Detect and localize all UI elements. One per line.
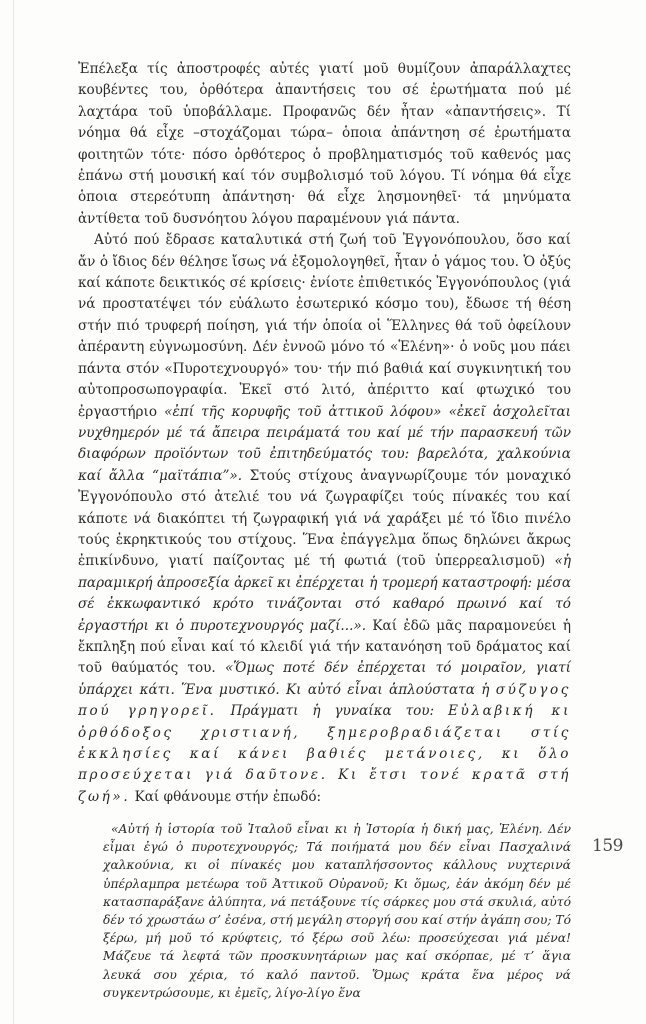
quote-attic-hill: «ἐπί τῆς κορυφῆς τοῦ ἀττικοῦ λόφου» «ἐκεῖ ἀσχολεῖται νυχθημερόν μέ τά ἄπειρα πειράματά του καί μέ τήν παρασκευή τῶν διαφόρων προϊόντων τοῦ ἐπιτηδεύματός του: βαρελότα, χαλκούνια καί ἄλλα “μαϊτάπια”». <box>78 403 571 484</box>
paragraph-2-text: Αὐτό πού ἔδρασε καταλυτικά στή ζωή τοῦ Ἐγγονόπουλου, ὅσο καί ἄν ὁ ἴδιος δέν θέλησε ἴσως νά ἐξομολογηθεῖ, ἦταν ὁ γάμος του. Ὁ ὀξύς καί κάποτε δεικτικός σέ κρίσεις· ἐνίοτε ἐπιθετικός Ἐγγονόπουλος (γιά νά προστατέψει τόν εὐάλωτο ἐσωτερικό κόσμο του), ἔδωσε τή θέση στήν πιό τρυφερή ποίηση, γιά τήν ὁποία οἱ Ἕλληνες θά τοῦ ὀφείλουν ἀπέραντη εὐγνωμοσύνη. Δέν ἐννοῶ μόνο τό «Ἑλένη»· ὁ νοῦς μου πάει πάντα στόν «Πυροτεχνουργό» του· τήν πιό βαθιά καί συγκινητική του αὐτοπροσωπογραφία. Ἐκεῖ στό λιτό, ἀπέριττο καί φτωχικό του ἐργαστήριο <box>78 232 571 420</box>
paragraph-2-text: Στούς στίχους ἀναγνωρίζουμε τόν μοναχικό Ἐγγονόπουλο στό ἀτελιέ του νά ζωγραφίζει τούς πίνακές του καί κάποτε νά διακόπτει τή ζωγραφική γιά νά χαράξει μέ τό ἴδιο πινέλο τούς ἐκρηκτικούς του στίχους. Ἕνα ἐπάγγελμα ὅπως δηλώνει ἄκρως ἐπικίνδυνο, γιατί παίζοντας μέ τή φωτιά (τοῦ ὑπερρεαλισμοῦ) <box>78 467 572 570</box>
page-number: 159 <box>592 836 623 856</box>
block-quote: «Αὐτή ἡ ἱστορία τοῦ Ἰταλοῦ εἶναι κι ἡ Ἱστορία ἡ δική μας, Ἑλένη. Δέν εἶμαι ἐγώ ὁ πυροτεχνουργός; Τά ποιήματά μου δέν εἶναι Πασχαλινά χαλκούνια, κι οἱ πίνακές μου καταπλήσσοντος κάλλους νυχτερινά ὑπέρλαμπρα μετέωρα τοῦ Ἀττικοῦ Οὐρανοῦ; Κι ὅμως, ἐάν ἀκόμη δέν μέ κατασπαράξανε ἀλύπητα, νά πετάξουνε τίς σάρκες μου στά σκυλιά, αὐτό δέν τό χρωστάω σ’ ἐσένα, στή μεγάλη στοργή σου καί στήν ἀγάπη σου; Τό ξέρω, μή μοῦ τό κρύφτεις, τό ξέρω σοῦ λέω: προσεύχεσαι γιά μένα! Μάζευε τά λεφτά τῶν προσκυνητάριων μας καί σκόρπαε, μέ τ’ ἅγια λευκά σου χέρια, τό καλό παντοῦ. Ὅμως κράτα ἕνα μέρος νά συγκεντρώσουμε, κι ἐμεῖς, λίγο-λίγο ἕνα <box>103 822 571 1000</box>
quote-spouse-spaced: σύζυγος πού γρηγορεῖ. <box>78 681 571 720</box>
quote-wife: Πράγματι ἡ γυναίκα του: <box>216 703 449 720</box>
quote-pious-spaced: Εὐλαβική κι ὀρθόδοξος χριστιανή, ξημεροβραδιάζεται στίς ἐκκλησίες καί κάνει βαθιές μετάνοιες, κι ὅλο προσεύχεται γιά δαῦτονε. Κι ἔτσι τονέ κρατᾶ στή ζωή». <box>78 703 571 805</box>
paragraph-2-text: Καί φθάνουμε στήν ἐπωδό: <box>130 788 322 805</box>
quote-explosion: «ἡ παραμικρή ἀπροσεξία ἀρκεῖ κι ἐπέρχεται ἡ τρομερή καταστροφή: μέσα σέ ἐκκωφαντικό κρότο τινάζονται στό καθαρό πρωινό καί τό ἐργαστήρι κι ὁ πυροτεχνουργός μαζί...». <box>78 553 571 634</box>
paragraph-2-text: Καί ἐδῶ μᾶς παραμονεύει ἡ ἔκπληξη πού εἶναι καί τό κλειδί γιά τήν κατανόηση τοῦ δράματος καί τοῦ θαύματός του. <box>78 617 571 677</box>
paragraph-2 <box>78 230 571 808</box>
quote-secret: «Ὅμως ποτέ δέν ἐπέρχεται τό μοιραῖον, γιατί ὑπάρχει κάτι. Ἕνα μυστικό. Κι αὐτό εἶναι ἁπλούστατα ἡ <box>78 660 571 698</box>
scan-gutter-line <box>13 0 14 1024</box>
paragraph-1: Ἐπέλεξα τίς ἀποστροφές αὐτές γιατί μοῦ θυμίζουν ἀπαράλλαχτες κουβέντες του, ὀρθότερα ἀπαντήσεις του σέ ἐρωτήματα πού μέ λαχτάρα τοῦ ὑποβάλλαμε. Προφανῶς δέν ἦταν «ἀπαντήσεις». Τί νόημα θά εἶχε –στοχάζομαι τώρα– ὁποια ἀπάντηση σέ ἐρωτήματα φοιτητῶν τότε· πόσο ὀρθότερος ὁ προβληματισμός τοῦ καθενός μας ἐπάνω στή μουσική καί τόν συμβολισμό τοῦ λόγου. Τί νόημα θά εἶχε ὁποια στερεότυπη ἀπάντηση· θά εἶχε λησμονηθεῖ· τά μηνύματα ἀντίθετα τοῦ δυσνόητου λόγου παραμένουν γιά πάντα. <box>78 61 571 227</box>
body-text <box>78 59 571 808</box>
